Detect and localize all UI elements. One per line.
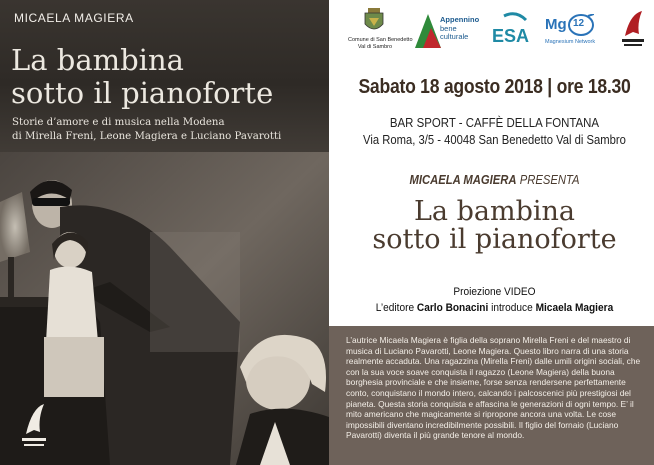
event-title-line1: La bambina xyxy=(414,196,575,227)
cover-title xyxy=(11,44,321,110)
cover-subtitle xyxy=(12,116,327,144)
editor-mid: introduce xyxy=(488,302,536,314)
mg-label: Mg xyxy=(545,16,567,33)
presenter-line xyxy=(351,173,638,187)
presenter-name: MICAELA MAGIERA xyxy=(409,173,517,187)
cover-title-line2: sotto il pianoforte xyxy=(11,76,274,110)
comune-caption xyxy=(348,37,413,51)
comune-caption-line1: Comune di San Benedetto xyxy=(348,37,413,43)
mg-caption: Magnesium Network xyxy=(545,39,596,45)
cover-subtitle-line2: di Mirella Freni, Leone Magiera e Luciano Pavarotti xyxy=(12,131,282,142)
editor-prefix: L’editore xyxy=(375,302,417,314)
editor-line xyxy=(348,302,641,314)
appennino-line3: culturale xyxy=(440,32,469,41)
cover-photo xyxy=(0,152,329,465)
mg-logo xyxy=(545,16,567,33)
mg-number: 12 xyxy=(573,18,585,29)
cover-author: MICAELA MAGIERA xyxy=(14,11,134,25)
editor-name: Carlo Bonacini xyxy=(416,302,489,314)
book-description: L’autrice Micaela Magiera è figlia della soprano Mirella Freni e del maestro di musica di Luciano Pavarotti, Leone Magiera. Questo libro narra di una storia realmente accaduta. Una ragazzina (Mirella Freni) dalle umili origini sociali, che con la sua voce soave conquista il ragazzo (Leone Magiera) della buona borghesia provinciale e che insieme, forse senza rendersene perfettamente conto, conquistano il mondo intero, calcando i palcoscenici più prestigiosi del pianeta. Questa storia conquista e affascina le generazioni di ogni tempo. E’ il mito americano che magicamente si ripropone ancora una volta. Le cose impossibili diventano incredibilmente possibili. Il figlio del fornaio (Luciano Pavarotti) diventa il più grande tenore al mondo. xyxy=(346,335,641,441)
event-address: Via Roma, 3/5 - 40048 San Benedetto Val di Sambro xyxy=(363,133,626,147)
author-name: Micaela Magiera xyxy=(535,302,614,314)
publisher-logo-cover xyxy=(20,402,48,452)
cover-title-line1: La bambina xyxy=(11,43,184,77)
publisher-logo-icon xyxy=(620,10,646,50)
event-date-time: Sabato 18 agosto 2018 | ore 18.30 xyxy=(358,76,631,98)
comune-crest-icon xyxy=(363,8,385,34)
appennino-caption xyxy=(440,16,479,42)
sponsor-logos xyxy=(348,8,650,70)
appennino-line1: Appennino xyxy=(440,15,480,24)
appennino-mountain-icon xyxy=(415,14,441,48)
projection-line: Proiezione VIDEO xyxy=(453,286,536,298)
appennino-line2: bene xyxy=(440,23,457,33)
presents-word: PRESENTA xyxy=(519,173,580,187)
book-description-box xyxy=(329,326,654,465)
event-book-title xyxy=(335,198,654,254)
cover-subtitle-line1: Storie d’amore e di musica nella Modena xyxy=(12,117,225,128)
event-venue: BAR SPORT - CAFFÈ DELLA FONTANA xyxy=(389,115,600,130)
event-title-line2: sotto il pianoforte xyxy=(372,224,617,255)
esa-logo-icon xyxy=(490,12,530,48)
svg-text:ESA: ESA xyxy=(492,26,530,46)
comune-caption-line2: Val di Sambro xyxy=(357,44,393,50)
